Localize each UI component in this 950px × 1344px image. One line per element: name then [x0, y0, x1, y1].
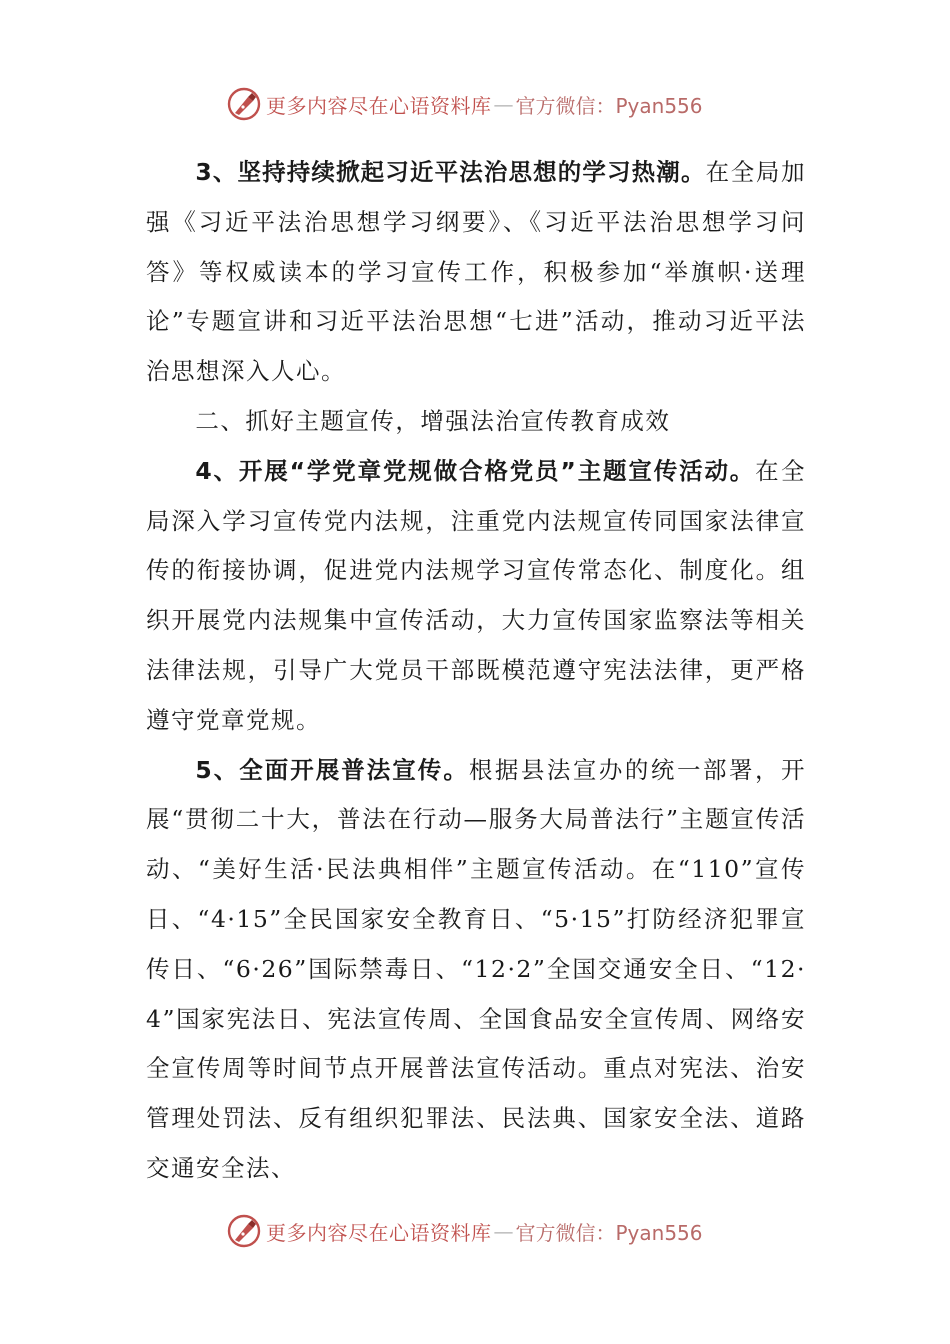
- watermark-banner-top: [226, 84, 703, 124]
- document-body: [146, 148, 806, 1194]
- paragraph-4: [146, 447, 806, 746]
- paragraph-5-lead: 5、全面开展普法宣传。: [195, 755, 469, 784]
- paragraph-4-body: 在全局深入学习宣传党内法规，注重党内法规宣传同国家法律宣传的衔接协调，促进党内法规学习宣传常态化、制度化。组织开展党内法规集中宣传活动，大力宣传国家监察法等相关法律法规，引导广大党员干部既模范遵守宪法法律，更严格遵守党章党规。: [146, 456, 806, 734]
- watermark-text: 更多内容尽在心语资料库: [266, 1220, 492, 1245]
- paragraph-5-body: 根据县法宣办的统一部署，开展“贯彻二十大，普法在行动—服务大局普法行”主题宣传活动、“美好生活·民法典相伴”主题宣传活动。在“110”宣传日、“4·15”全民国家安全教育日、“5·15”打防经济犯罪宣传日、“6·26”国际禁毒日、“12·2”全国交通安全日、“12·4”国家宪法日、宪法宣传周、全国食品安全宣传周、网络安全宣传周等时间节点开展普法宣传活动。重点对宪法、治安管理处罚法、反有组织犯罪法、民法典、国家安全法、道路交通安全法、: [146, 755, 806, 1182]
- watermark-separator: —: [493, 92, 514, 116]
- pen-nib-logo-icon: [226, 1213, 262, 1249]
- watermark-contact: 官方微信：Pyan556: [515, 1220, 703, 1245]
- paragraph-3: [146, 148, 806, 397]
- watermark-text: 更多内容尽在心语资料库: [266, 93, 492, 118]
- watermark-contact: 官方微信：Pyan556: [515, 93, 703, 118]
- paragraph-3-lead: 3、坚持持续掀起习近平法治思想的学习热潮。: [195, 158, 706, 186]
- section-heading-2: 二、抓好主题宣传，增强法治宣传教育成效: [195, 406, 671, 435]
- watermark-separator: —: [493, 1219, 514, 1243]
- watermark-banner-bottom: [226, 1211, 703, 1251]
- pen-nib-logo-icon: [226, 86, 262, 122]
- paragraph-3-body: 在全局加强《习近平法治思想学习纲要》、《习近平法治思想学习问答》等权威读本的学习宣传工作，积极参加“举旗帜·送理论”专题宣讲和习近平法治思想“七进”活动，推动习近平法治思想深入人心。: [146, 158, 807, 386]
- paragraph-4-lead: 4、开展“学党章党规做合格党员”主题宣传活动。: [195, 456, 756, 485]
- paragraph-5: [146, 746, 806, 1194]
